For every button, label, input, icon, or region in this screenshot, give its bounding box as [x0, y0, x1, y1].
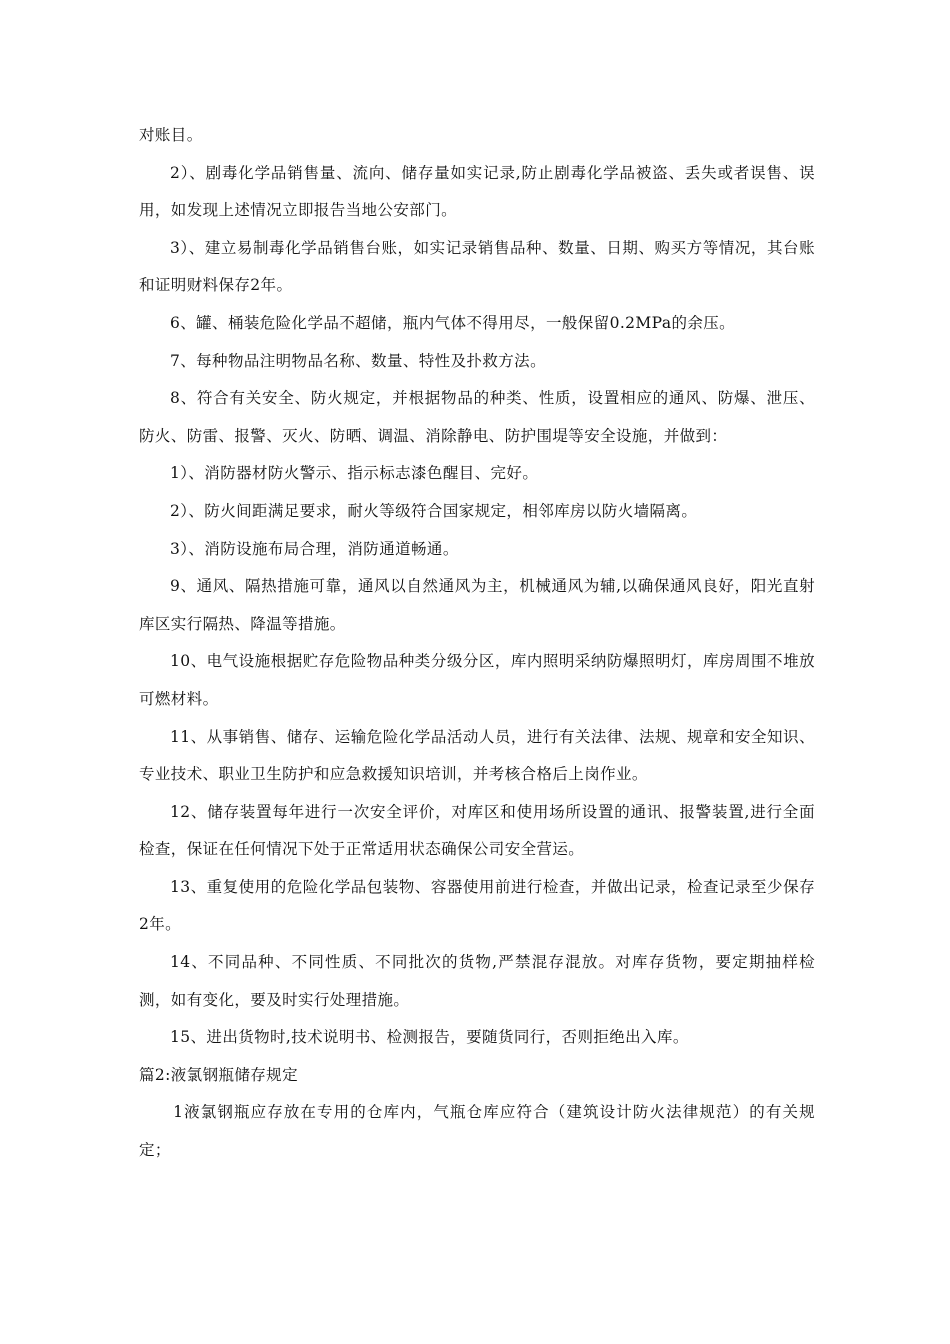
- paragraph-rule-8-item-3: 3）、消防设施布局合理，消防通道畅通。: [170, 539, 459, 558]
- paragraph-rule-8-item-2: 2）、防火间距满足要求，耐火等级符合国家规定，相邻库房以防火墙隔离。: [170, 501, 698, 520]
- paragraph-rule-11: 11、从事销售、储存、运输危险化学品活动人员，进行有关法律、法规、规章和安全知识、专业技术、职业卫生防护和应急救援知识培训，并考核合格后上岗作业。: [139, 727, 815, 784]
- paragraph-chlorine-rule-1: 1液氯钢瓶应存放在专用的仓库内，气瓶仓库应符合（建筑设计防火法律规范）的有关规定；: [139, 1103, 815, 1160]
- paragraph-rule-9: 9、通风、隔热措施可靠，通风以自然通风为主，机械通风为辅,以确保通风良好，阳光直射库区实行隔热、降温等措施。: [139, 577, 815, 633]
- paragraph-continuation: 对账目。: [139, 126, 203, 144]
- section-heading: 篇2:液氯钢瓶储存规定: [139, 1065, 298, 1084]
- paragraph-rule-12: 12、储存装置每年进行一次安全评价，对库区和使用场所设置的通讯、报警装置,进行全面检查，保证在任何情况下处于正常适用状态确保公司安全营运。: [139, 802, 815, 859]
- paragraph-rule-6: 6、罐、桶装危险化学品不超储，瓶内气体不得用尽，一般保留0.2MPa的余压。: [170, 313, 736, 332]
- paragraph-rule-13: 13、重复使用的危险化学品包装物、容器使用前进行检查，并做出记录，检查记录至少保存2年。: [139, 877, 815, 934]
- paragraph-rule-8-item-1: 1）、消防器材防火警示、指示标志漆色醒目、完好。: [170, 464, 539, 483]
- paragraph-rule-15: 15、进出货物时,技术说明书、检测报告，要随货同行，否则拒绝出入库。: [170, 1028, 689, 1047]
- document-body: [139, 117, 815, 1170]
- paragraph-rule-14: 14、不同品种、不同性质、不同批次的货物,严禁混存混放。对库存货物，要定期抽样检测，如有变化，要及时实行处理措施。: [139, 953, 815, 1009]
- paragraph-item-2-poison-sales: 2）、剧毒化学品销售量、流向、储存量如实记录,防止剧毒化学品被盗、丢失或者误售、误用，如发现上述情况立即报告当地公安部门。: [139, 163, 815, 220]
- paragraph-rule-10: 10、电气设施根据贮存危险物品种类分级分区，库内照明采纳防爆照明灯，库房周围不堆放可燃材料。: [139, 652, 815, 708]
- paragraph-item-3-precursor-ledger: 3）、建立易制毒化学品销售台账，如实记录销售品种、数量、日期、购买方等情况，其台账和证明财料保存2年。: [139, 238, 815, 295]
- paragraph-rule-8: 8、符合有关安全、防火规定，并根据物品的种类、性质，设置相应的通风、防爆、泄压、防火、防雷、报警、灭火、防晒、调温、消除静电、防护围堤等安全设施，并做到：: [139, 389, 815, 445]
- paragraph-rule-7: 7、每种物品注明物品名称、数量、特性及扑救方法。: [170, 351, 546, 370]
